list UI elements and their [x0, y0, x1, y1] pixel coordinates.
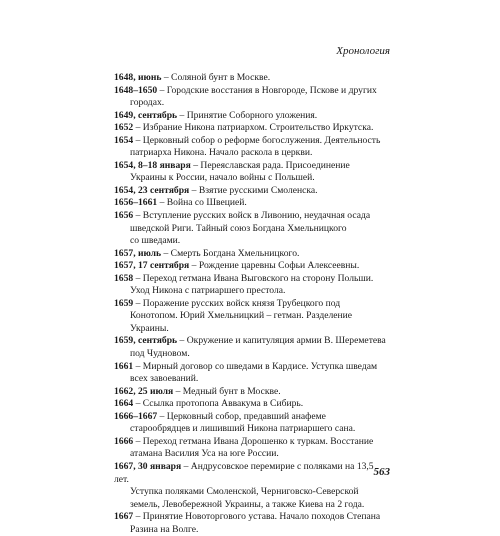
entry-date: 1656	[114, 210, 134, 222]
entry-text: – Поражение русских войск князя Трубецкого под	[135, 297, 341, 309]
chronology-entry	[114, 361, 390, 386]
entry-date: 1667	[114, 511, 134, 523]
entry-text-continuation: со шведами.	[130, 235, 181, 247]
chronology-entry	[114, 386, 390, 399]
entry-text: – Взятие русскими Смоленска.	[191, 184, 318, 196]
entry-text-continuation: земель, Левобережной Украины, а также Киева на 2 года.	[130, 498, 365, 510]
entry-date: 1666	[114, 435, 134, 447]
entry-text: – Принятие Новоторгового устава. Начало походов Степана	[135, 511, 381, 523]
entry-text-continuation: под Чудновом.	[130, 348, 190, 360]
entry-date: 1664	[114, 398, 134, 410]
entry-date: 1656–1661	[114, 197, 158, 209]
entry-text: – Рождение царевны Софьи Алексеевны.	[191, 260, 360, 272]
chronology-entry	[114, 72, 390, 85]
chronology-entry	[114, 436, 390, 461]
entry-text-continuation: Украины к России, начало войны с Польшей.	[130, 172, 315, 184]
chronology-entry	[114, 273, 390, 298]
chronology-entry	[114, 122, 390, 135]
entry-date: 1649, сентябрь	[114, 109, 178, 121]
chronology-entry	[114, 110, 390, 123]
entry-text: – Ссылка протопопа Аввакума в Сибирь.	[135, 398, 304, 410]
entry-date: 1648–1650	[114, 84, 158, 96]
chronology-entry	[114, 335, 390, 360]
entry-date: 1661	[114, 360, 134, 372]
chronology-entry	[114, 411, 390, 436]
chronology-entry	[114, 185, 390, 198]
entry-date: 1659, сентябрь	[114, 335, 178, 347]
chronology-entry	[114, 461, 390, 511]
entry-date: 1657, 17 сентября	[114, 260, 190, 272]
chronology-entry	[114, 210, 390, 248]
entry-date: 1648, июнь	[114, 72, 162, 83]
entry-text-continuation: городах.	[130, 97, 165, 109]
entry-text: – Соляной бунт в Москве.	[163, 72, 271, 83]
entry-text-continuation: шведской Риги. Тайный союз Богдана Хмельницкого	[130, 222, 347, 234]
entry-text-continuation: Уступка поляками Смоленской, Черниговско-Северской	[130, 486, 359, 498]
entry-date: 1657, июль	[114, 247, 162, 259]
chronology-entry	[114, 197, 390, 210]
entry-text: – Мирный договор со шведами в Кардисе. Уступка шведам	[135, 360, 378, 372]
running-head: Хронология	[336, 45, 390, 57]
entry-text-continuation: Украины.	[130, 322, 169, 334]
entry-text: – Смерть Богдана Хмельницкого.	[163, 247, 300, 259]
entry-text-continuation: Разина на Волге.	[130, 523, 199, 535]
entry-text-continuation: Конотопом. Юрий Хмельницкий – гетман. Разделение	[130, 310, 353, 322]
entry-text: – Медный бунт в Москве.	[175, 385, 281, 397]
entry-date: 1666–1667	[114, 410, 158, 422]
entry-date: 1654, 8–18 января	[114, 159, 191, 171]
chronology-list	[114, 72, 390, 536]
chronology-entry	[114, 398, 390, 411]
entry-date: 1654, 23 сентября	[114, 184, 190, 196]
chronology-entry	[114, 160, 390, 185]
entry-text: – Переход гетмана Ивана Дорошенко к туркам. Восстание	[135, 435, 374, 447]
entry-text-continuation: патриарха Никона. Начало раскола в церкви.	[130, 147, 313, 159]
entry-text: – Церковный собор о реформе богослужения. Деятельность	[135, 134, 381, 146]
entry-text-continuation: атамана Василия Уса на юге России.	[130, 448, 279, 460]
entry-text: – Избрание Никона патриархом. Строительство Иркутска.	[135, 122, 374, 134]
chronology-entry	[114, 260, 390, 273]
chronology-entry	[114, 298, 390, 336]
entry-date: 1662, 25 июля	[114, 385, 174, 397]
entry-text: – Городские восстания в Новгороде, Пскове и других	[159, 84, 377, 96]
entry-text: – Переяславская рада. Присоединение	[193, 159, 350, 171]
entry-text-continuation: старообрядцев и лишивший Никона патриаршего сана.	[130, 423, 356, 435]
entry-text: – Война со Швецией.	[159, 197, 247, 209]
entry-text: – Переход гетмана Ивана Выговского на сторону Польши.	[135, 272, 374, 284]
entry-date: 1654	[114, 134, 134, 146]
entry-text: – Принятие Соборного уложения.	[179, 109, 318, 121]
entry-text: – Церковный собор, предавший анафеме	[159, 410, 326, 422]
entry-text: – Вступление русских войск в Ливонию, неудачная осада	[135, 210, 371, 222]
chronology-entry	[114, 248, 390, 261]
entry-date: 1667, 30 января	[114, 460, 182, 472]
entry-text-continuation: всех завоеваний.	[130, 373, 199, 385]
entry-date: 1652	[114, 122, 134, 134]
entry-text: – Окружение и капитуляция армии В. Шереметева	[179, 335, 386, 347]
entry-date: 1659	[114, 297, 134, 309]
entry-date: 1658	[114, 272, 134, 284]
page-number: 563	[373, 466, 390, 478]
chronology-entry	[114, 85, 390, 110]
entry-text: – Андрусовское перемирие с поляками на 13,5 лет.	[114, 460, 374, 485]
chronology-entry	[114, 511, 390, 536]
entry-text-continuation: Уход Никона с патриаршего престола.	[130, 285, 286, 297]
chronology-entry	[114, 135, 390, 160]
